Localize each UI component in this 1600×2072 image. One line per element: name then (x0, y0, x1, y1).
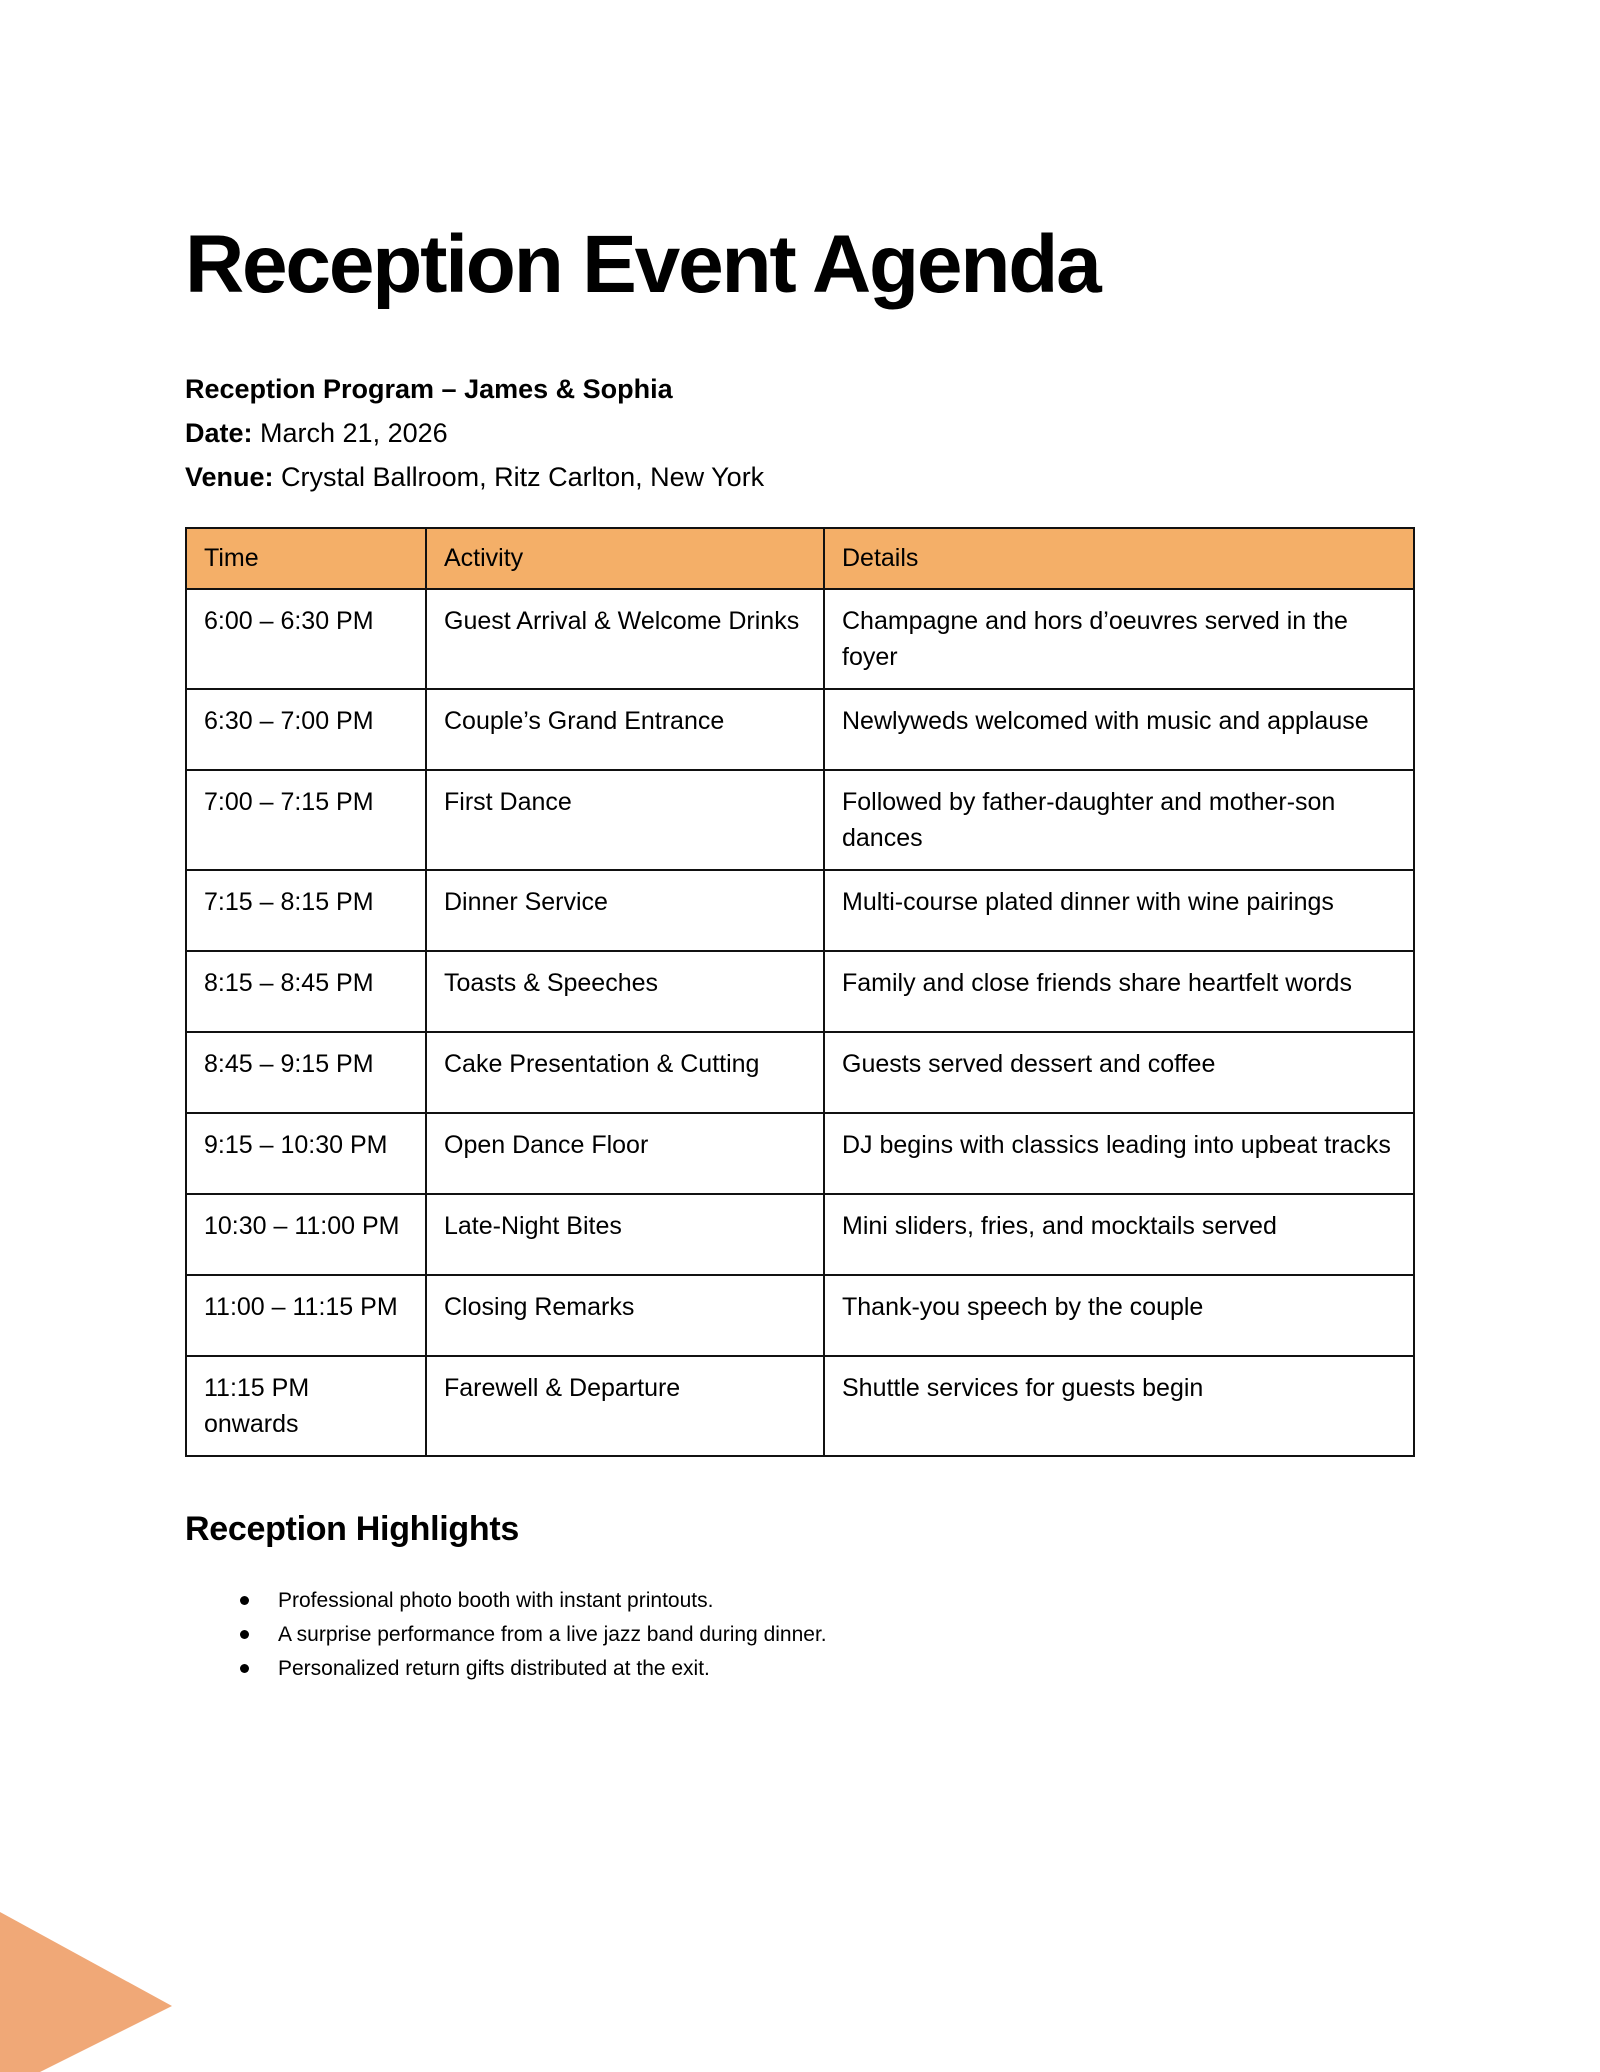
cell-activity: Closing Remarks (426, 1275, 824, 1356)
cell-details: Followed by father-daughter and mother-son dances (824, 770, 1414, 870)
cell-time: 11:00 – 11:15 PM (186, 1275, 426, 1356)
cell-activity: Dinner Service (426, 870, 824, 951)
list-item-label: A surprise performance from a live jazz band during dinner. (278, 1623, 827, 1646)
event-meta-block (185, 367, 1415, 499)
agenda-table-body (186, 589, 1414, 1456)
table-row (186, 1194, 1414, 1275)
cell-time: 8:15 – 8:45 PM (186, 951, 426, 1032)
cell-time: 7:15 – 8:15 PM (186, 870, 426, 951)
document-content (185, 0, 1415, 1686)
table-row (186, 1356, 1414, 1456)
cell-details: Family and close friends share heartfelt words (824, 951, 1414, 1032)
agenda-table (185, 527, 1415, 1457)
cell-details: Multi-course plated dinner with wine pairings (824, 870, 1414, 951)
table-row (186, 1032, 1414, 1113)
cell-time: 7:00 – 7:15 PM (186, 770, 426, 870)
meta-venue (185, 455, 1415, 499)
highlights-list (185, 1549, 1415, 1686)
column-header-time: Time (186, 528, 426, 589)
cell-time: 6:30 – 7:00 PM (186, 689, 426, 770)
cell-details: DJ begins with classics leading into upbeat tracks (824, 1113, 1414, 1194)
bullet-icon (240, 1664, 249, 1673)
list-item-label: Professional photo booth with instant printouts. (278, 1589, 714, 1612)
table-row (186, 1113, 1414, 1194)
table-row (186, 870, 1414, 951)
table-row (186, 770, 1414, 870)
cell-details: Thank-you speech by the couple (824, 1275, 1414, 1356)
cell-details: Champagne and hors d’oeuvres served in the foyer (824, 589, 1414, 689)
table-header-row (186, 528, 1414, 589)
cell-activity: Late-Night Bites (426, 1194, 824, 1275)
meta-venue-label: Venue: (185, 462, 274, 492)
cell-time: 8:45 – 9:15 PM (186, 1032, 426, 1113)
cell-activity: Open Dance Floor (426, 1113, 824, 1194)
list-item (185, 1618, 1415, 1652)
meta-date (185, 411, 1415, 455)
meta-program: Reception Program – James & Sophia (185, 374, 673, 404)
table-row (186, 689, 1414, 770)
page-title: Reception Event Agenda (185, 219, 1100, 310)
bullet-icon (240, 1596, 249, 1605)
agenda-table-head (186, 528, 1414, 589)
cell-activity: Farewell & Departure (426, 1356, 824, 1456)
cell-activity: Toasts & Speeches (426, 951, 824, 1032)
cell-details: Mini sliders, fries, and mocktails served (824, 1194, 1414, 1275)
cell-activity: Guest Arrival & Welcome Drinks (426, 589, 824, 689)
cell-details: Guests served dessert and coffee (824, 1032, 1414, 1113)
cell-time: 9:15 – 10:30 PM (186, 1113, 426, 1194)
cell-activity: First Dance (426, 770, 824, 870)
highlights-heading: Reception Highlights (185, 1510, 520, 1548)
bullet-icon (240, 1630, 249, 1639)
meta-venue-value: Crystal Ballroom, Ritz Carlton, New York (273, 462, 765, 492)
cell-time: 10:30 – 11:00 PM (186, 1194, 426, 1275)
meta-date-label: Date: (185, 418, 253, 448)
cell-activity: Couple’s Grand Entrance (426, 689, 824, 770)
table-row (186, 1275, 1414, 1356)
list-item (185, 1652, 1415, 1686)
table-row (186, 951, 1414, 1032)
table-row (186, 589, 1414, 689)
cell-details: Shuttle services for guests begin (824, 1356, 1414, 1456)
cell-time: 6:00 – 6:30 PM (186, 589, 426, 689)
column-header-details: Details (824, 528, 1414, 589)
cell-time: 11:15 PM onwards (186, 1356, 426, 1456)
column-header-activity: Activity (426, 528, 824, 589)
meta-date-value: March 21, 2026 (252, 418, 448, 448)
list-item-label: Personalized return gifts distributed at the exit. (278, 1657, 710, 1680)
cell-details: Newlyweds welcomed with music and applause (824, 689, 1414, 770)
triangle-shape-icon (0, 1894, 175, 2072)
list-item (185, 1584, 1415, 1618)
corner-triangle-decoration (0, 1894, 175, 2072)
cell-activity: Cake Presentation & Cutting (426, 1032, 824, 1113)
